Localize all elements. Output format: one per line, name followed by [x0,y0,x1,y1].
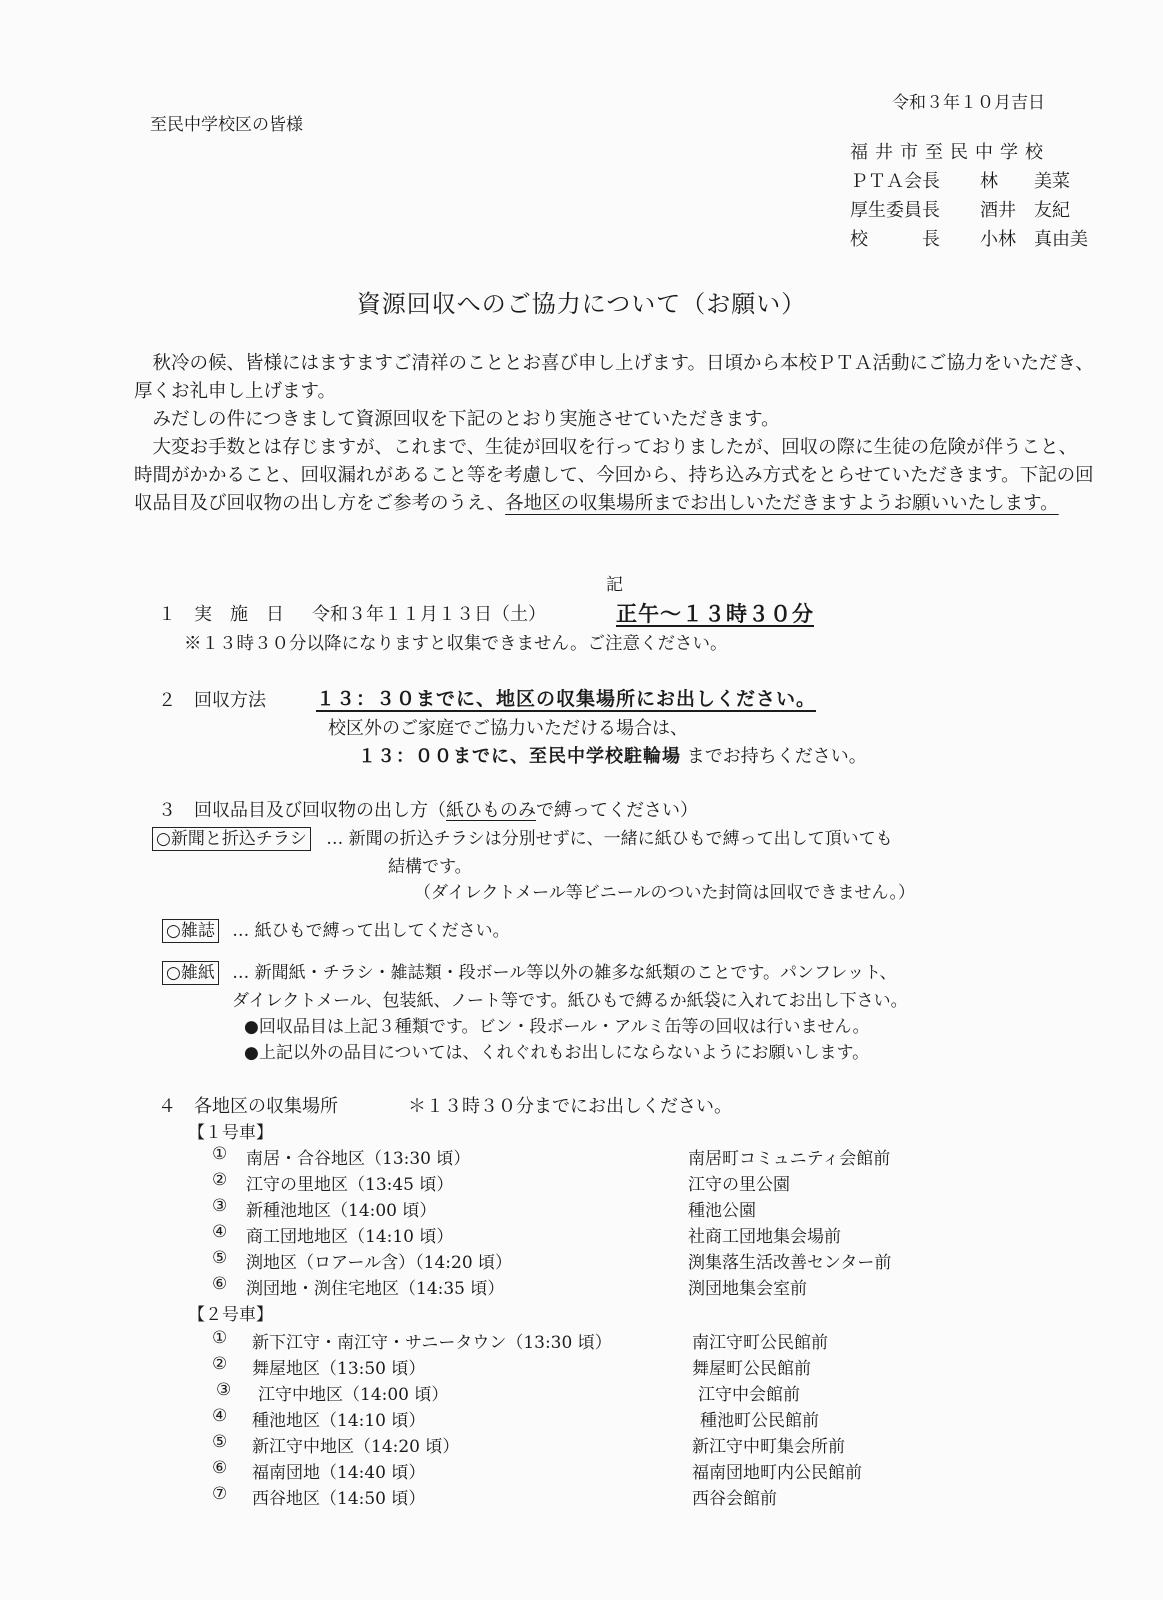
route-name: 【１号車】 [188,1123,273,1143]
stop-number: ⑥ [212,1458,228,1478]
stop-number: ① [212,1144,228,1164]
issue-date: 令和３年１０月吉日 [892,93,1045,113]
intro-paragraph-2: みだしの件につきまして資源回収を下記のとおり実施させていただきます。 [152,409,780,430]
section-1-date: 令和３年１１月１３日（土） [312,604,546,625]
section-2-sub2 [358,742,867,768]
stop-number: ③ [212,1196,228,1216]
section-1-time: 正午～１３時３０分 [616,602,814,626]
intro-body [134,350,1094,518]
stop-place: 種池公園 [688,1201,756,1221]
intro-paragraph-3 [134,434,1094,518]
item-misc-paper-name: ○雑紙 [162,961,219,985]
item-magazine [162,916,510,941]
stop-area: 江守の里地区（13:45 頃） [246,1175,454,1195]
sender-block [850,138,1088,254]
stop-area: 新下江守・南江守・サニータウン（13:30 頃） [252,1333,612,1353]
stop-area: 種池地区（14:10 頃） [252,1411,426,1431]
section-3-label-b: で縛ってください） [536,800,698,821]
item-newspaper-desc-2: 結構です。 [388,857,472,877]
sender-row [850,225,1088,254]
stop-place: 西谷会館前 [692,1489,777,1509]
item-misc-paper [162,958,897,983]
sender-role: ＰＴＡ会長 [850,171,940,192]
stop-place: 渕団地集会室前 [688,1279,807,1299]
stop-number: ④ [212,1222,228,1242]
section-1-note: ※１３時３０分以降になりますと収集できません。ご注意ください。 [184,634,728,654]
stop-area: 舞屋地区（13:50 頃） [252,1359,426,1379]
section-2-label: 回収方法 [194,690,266,711]
intro-paragraph-3-text: 大変お手数とは存じますが、これまで、生徒が回収を行っておりましたが、回収の際に生徒の危険が伴うこと、時間がかかること、回収漏れがあること等を考慮して、今回から、持ち込み方式をとらせていただきます。下記の回収品目及び回収物の出し方をご参考のうえ、 [134,437,1094,514]
item-magazine-desc: … 紙ひもで縛って出してください。 [232,921,510,941]
stop-place: 舞屋町公民館前 [692,1359,811,1379]
collection-note: ●上記以外の品目については、くれぐれもお出しにならないようにお願いします。 [244,1043,870,1063]
stop-place: 渕集落生活改善センター前 [688,1253,892,1273]
section-1-number: １ [158,604,176,625]
item-newspaper-desc-3: （ダイレクトメール等ビニールのついた封筒は回収できません。） [414,883,915,903]
stop-number: ① [212,1328,228,1348]
stop-area: 新種池地区（14:00 頃） [246,1201,437,1221]
stop-area: 福南団地（14:40 頃） [252,1463,426,1483]
sender-role: 厚生委員長 [850,200,940,221]
section-2-sub2-rest: までお持ちください。 [686,746,867,767]
section-3-label-a: 回収品目及び回収物の出し方（ [194,800,446,821]
sender-name: 小林 真由美 [980,229,1088,250]
route-name: 【２号車】 [188,1305,273,1325]
ki-heading: 記 [606,575,623,595]
stop-number: ⑥ [212,1274,228,1294]
stop-place: 新江守中町集会所前 [692,1437,845,1457]
stop-area: 南居・合谷地区（13:30 頃） [246,1149,471,1169]
section-4-note: ＊１３時３０分までにお出しください。 [408,1096,732,1117]
collection-note: ●回収品目は上記３種類です。ビン・段ボール・アルミ缶等の回収は行いません。 [244,1017,870,1037]
stop-number: ④ [212,1406,228,1426]
section-4-number: ４ [158,1096,176,1117]
item-newspaper [152,824,893,849]
sender-role: 校 長 [850,229,940,250]
intro-paragraph-3-underlined: 各地区の収集場所までお出しいただきますようお願いいたします。 [505,493,1059,514]
stop-number: ⑦ [212,1484,228,1504]
item-newspaper-name: ○新聞と折込チラシ [152,827,311,851]
section-2-sub2-bold: １３：００までに、至民中学校駐輪場 [358,746,681,767]
section-3-label [194,796,698,822]
stop-place: 福南団地町内公民館前 [692,1463,862,1483]
stop-place: 社商工団地集会場前 [688,1227,841,1247]
stop-number: ③ [216,1380,232,1400]
section-4-label: 各地区の収集場所 [194,1096,338,1117]
stop-place: 南居町コミュニティ会館前 [688,1149,891,1169]
stop-area: 新江守中地区（14:20 頃） [252,1437,460,1457]
stop-place: 南江守町公民館前 [692,1333,828,1353]
section-2-main: １３：３０までに、地区の収集場所にお出しください。 [316,688,817,710]
section-2-number: ２ [158,690,176,711]
stop-place: 江守の里公園 [688,1175,790,1195]
stop-area: 西谷地区（14:50 頃） [252,1489,426,1509]
stop-area: 江守中地区（14:00 頃） [258,1385,449,1405]
section-3-label-underlined: 紙ひものみ [446,800,536,821]
stop-number: ⑤ [212,1248,228,1268]
item-misc-paper-desc: … 新聞紙・チラシ・雑誌類・段ボール等以外の雑多な紙類のことです。パンフレット、 [232,963,897,983]
document-title: 資源回収へのご協力について（お願い） [356,290,807,318]
stop-area: 商工団地地区（14:10 頃） [246,1227,454,1247]
sender-name: 林 美菜 [980,171,1070,192]
stop-area: 渕地区（ロアール含）（14:20 頃） [246,1253,513,1273]
sender-row [850,196,1088,225]
stop-number: ② [212,1170,228,1190]
stop-number: ⑤ [212,1432,228,1452]
stop-area: 渕団地・渕住宅地区（14:35 頃） [246,1279,505,1299]
section-2-sub1: 校区外のご家庭でご協力いただける場合は、 [328,718,688,739]
section-1-label: 実 施 日 [194,604,284,625]
stop-place: 江守中会館前 [698,1385,800,1405]
addressee: 至民中学校区の皆様 [150,115,303,135]
stop-place: 種池町公民館前 [700,1411,819,1431]
sender-row [850,167,1088,196]
item-magazine-name: ○雑誌 [162,919,219,943]
item-newspaper-desc: … 新聞の折込チラシは分別せずに、一緒に紙ひもで縛って出して頂いても [326,829,893,849]
intro-paragraph-1: 秋冷の候、皆様にはますますご清祥のこととお喜び申し上げます。日頃から本校ＰＴＡ活動にご協力をいただき、厚くお礼申し上げます。 [134,353,1094,402]
sender-name: 酒井 友紀 [980,200,1070,221]
section-3-number: ３ [158,800,176,821]
sender-org: 福井市至民中学校 [850,142,1050,163]
item-misc-paper-desc-2: ダイレクトメール、包装紙、ノート等です。紙ひもで縛るか紙袋に入れてお出し下さい。 [232,991,908,1011]
stop-number: ② [212,1354,228,1374]
